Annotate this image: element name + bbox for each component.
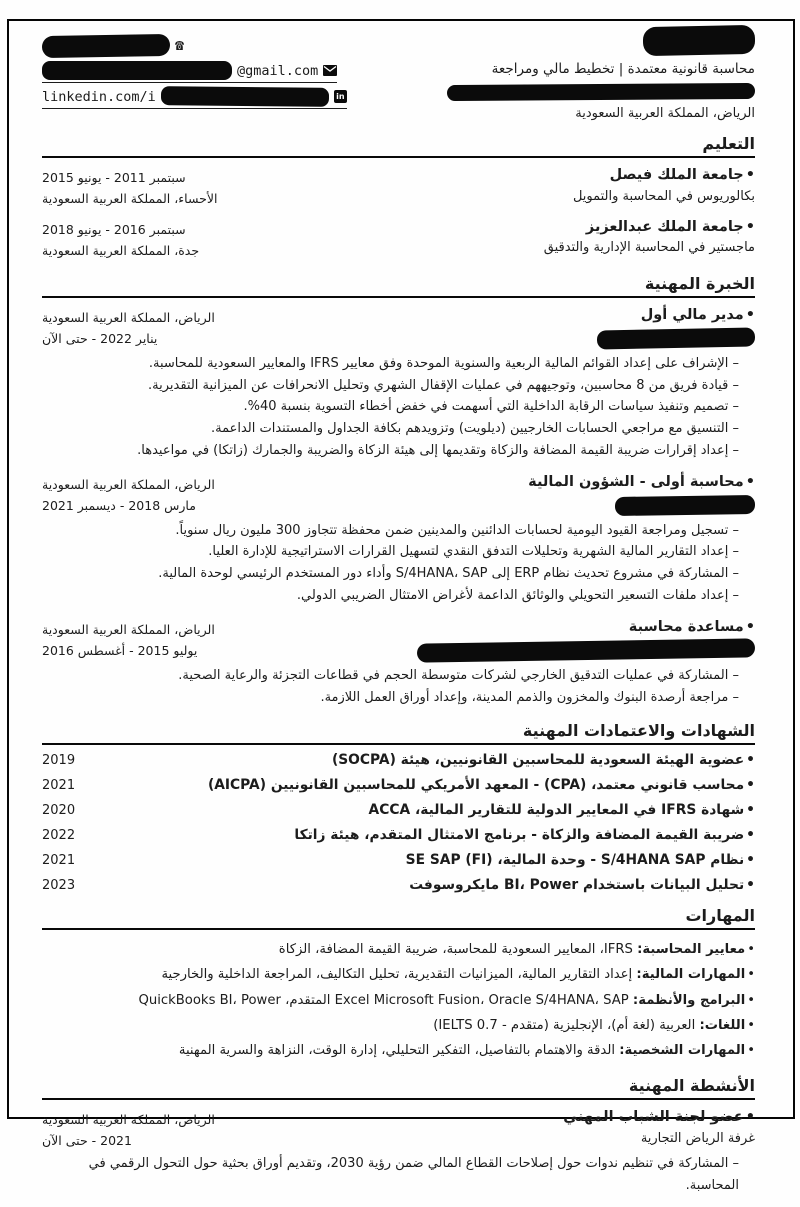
certification-text: • عضوية الهيئة السعودية للمحاسبين القانونيين، هيئة (SOCPA) xyxy=(332,752,755,768)
activity-dates: 2021 - حتى الآن xyxy=(42,1133,132,1148)
linkedin-link[interactable] xyxy=(42,86,347,109)
skill-label: معايير المحاسبة: xyxy=(637,942,746,958)
job-bullet: – الإشراف على إعداد القوائم المالية الربعية والسنوية الموحدة وفق معايير IFRS والمعايير السعودية للمحاسبة. xyxy=(42,353,739,375)
certification-item xyxy=(42,852,755,868)
section-skills xyxy=(42,906,755,1062)
job-bullet: – تصميم وتنفيذ سياسات الرقابة الداخلية التي أسهمت في خفض أخطاء التسوية بنسبة 40%. xyxy=(42,396,739,418)
location-line: الرياض، المملكة العربية السعودية xyxy=(575,106,755,121)
certification-text: • نظام S/4HANA SAP - وحدة المالية، SE SAP (FI) xyxy=(406,852,755,868)
degree: بكالوريوس في المحاسبة والتمويل xyxy=(572,188,755,204)
skill-item xyxy=(42,1038,755,1063)
certification-year: 2019 xyxy=(42,753,76,769)
activity-org: غرفة الرياض التجارية xyxy=(640,1130,755,1146)
job-title: • مدير مالي أول xyxy=(247,305,755,327)
email-link[interactable] xyxy=(42,60,337,83)
job-entry xyxy=(42,472,755,607)
certification-item xyxy=(42,752,755,768)
redacted-company xyxy=(597,327,755,349)
section-education xyxy=(42,134,755,261)
job-bullet: – قيادة فريق من 8 محاسبين، وتوجيههم في عمليات الإقفال الشهري وتحليل الانحرافات عن الميزانية التقديرية. xyxy=(42,375,739,397)
header xyxy=(42,26,755,121)
skill-label: المهارات الشخصية: xyxy=(619,1042,746,1058)
certification-year: 2021 xyxy=(42,853,76,869)
section-title-certifications: الشهادات والاعتمادات المهنية xyxy=(42,721,755,745)
certification-item xyxy=(42,802,755,818)
skill-item xyxy=(42,962,755,987)
certification-year: 2020 xyxy=(42,803,76,819)
education-item xyxy=(42,165,755,210)
email-domain: @gmail.com xyxy=(237,62,319,79)
job-entry xyxy=(42,617,755,708)
job-bullet: – إعداد إقرارات ضريبة القيمة المضافة والزكاة وتقديمها إلى هيئة الزكاة والضريبة والجمارك (زاتكا) في مواعيدها. xyxy=(42,440,739,462)
skill-text: Excel Microsoft Fusion، Oracle S/4HANA، SAP المتقدم، QuickBooks BI، Power xyxy=(138,992,629,1008)
section-experience xyxy=(42,274,755,708)
school-name: • جامعة الملك عبدالعزيز xyxy=(247,217,755,239)
certification-text: • شهادة IFRS في المعايير الدولية للتقارير المالية، ACCA xyxy=(369,802,755,818)
activity-role: • عضو لجنة الشباب المهني xyxy=(247,1107,755,1129)
job-bullet: – التنسيق مع مراجعي الحسابات الخارجيين (ديلويت) وتزويدهم بكافة الجداول والمستندات الداعمة. xyxy=(42,418,739,440)
skill-item xyxy=(42,1013,755,1038)
certification-year: 2021 xyxy=(42,778,76,794)
education-location: الأحساء، المملكة العربية السعودية xyxy=(42,191,218,207)
redacted-name xyxy=(643,25,756,56)
redacted-company xyxy=(615,495,755,516)
education-dates: سبتمبر 2016 - يونيو 2018 xyxy=(42,221,186,237)
activity-entry xyxy=(42,1107,755,1197)
job-location: الرياض، المملكة العربية السعودية xyxy=(42,621,215,637)
section-title-education: التعليم xyxy=(42,134,755,158)
job-title: • مساعدة محاسبة xyxy=(247,617,755,639)
contact-block xyxy=(42,34,347,112)
skills-list xyxy=(42,937,755,1062)
section-title-skills: المهارات xyxy=(42,906,755,930)
job-bullet: – مراجعة أرصدة البنوك والمخزون والذمم المدينة، وإعداد أوراق العمل اللازمة. xyxy=(42,687,739,709)
certification-year: 2023 xyxy=(42,878,76,894)
phone-line xyxy=(42,34,347,57)
identity-block xyxy=(447,26,755,121)
skill-label: المهارات المالية: xyxy=(636,967,746,983)
section-activities xyxy=(42,1076,755,1197)
job-location: الرياض، المملكة العربية السعودية xyxy=(42,310,215,325)
headline: محاسبة قانونية معتمدة | تخطيط مالي ومراجعة xyxy=(491,61,755,77)
certification-text: • محاسب قانوني معتمد، (CPA) - المعهد الأمريكي للمحاسبين القانونيين (AICPA) xyxy=(208,777,755,793)
section-title-activities: الأنشطة المهنية xyxy=(42,1076,755,1100)
section-title-experience: الخبرة المهنية xyxy=(42,274,755,298)
education-dates: سبتمبر 2011 - يونيو 2015 xyxy=(42,170,186,185)
redacted-email-user xyxy=(42,61,232,80)
education-location: جدة، المملكة العربية السعودية xyxy=(42,242,200,258)
job-dates: يوليو 2015 - أغسطس 2016 xyxy=(42,643,198,659)
redacted-linkedin-handle xyxy=(161,86,329,107)
envelope-icon xyxy=(323,65,337,76)
resume-content xyxy=(42,26,755,1207)
redacted-company xyxy=(417,638,755,662)
job-bullets xyxy=(42,353,755,462)
job-bullet: – إعداد التقارير المالية الشهرية وتحليلات التدفق النقدي لتسهيل القرارات الاستراتيجية للإدارة العليا. xyxy=(42,541,739,563)
certification-item xyxy=(42,877,755,893)
skill-text: الدقة والاهتمام بالتفاصيل، التفكير التحليلي، إدارة الوقت، النزاهة والسرية المهنية xyxy=(178,1042,616,1058)
phone-icon: ☎ xyxy=(175,36,185,54)
certification-item xyxy=(42,777,755,793)
section-certifications xyxy=(42,721,755,893)
activity-bullet: – المشاركة في تنظيم ندوات حول إصلاحات القطاع المالي ضمن رؤية 2030، وتقديم أوراق بحثية حول التحول الرقمي في المحاسبة. xyxy=(42,1153,739,1197)
certification-text: • تحليل البيانات باستخدام BI، Power مايكروسوفت xyxy=(409,877,755,893)
job-dates: يناير 2022 - حتى الآن xyxy=(42,331,158,347)
job-dates: مارس 2018 - ديسمبر 2021 xyxy=(42,498,196,514)
certification-text: • ضريبة القيمة المضافة والزكاة - برنامج الامتثال المتقدم، هيئة زاتكا xyxy=(294,827,755,843)
job-location: الرياض، المملكة العربية السعودية xyxy=(42,476,215,492)
redacted-phone xyxy=(42,33,170,57)
school-name: • جامعة الملك فيصل xyxy=(247,165,755,187)
activity-bullets xyxy=(42,1153,755,1197)
degree: ماجستير في المحاسبة الإدارية والتدقيق xyxy=(543,240,755,256)
job-bullets xyxy=(42,520,755,607)
job-bullet: – المشاركة في عمليات التدقيق الخارجي لشركات متوسطة الحجم في قطاعات التجزئة والرعاية الصحية. xyxy=(42,665,739,687)
skill-text: العربية (لغة أم)، الإنجليزية (متقدم - 0.7 IELTS) xyxy=(433,1017,696,1033)
activity-location: الرياض، المملكة العربية السعودية xyxy=(42,1111,215,1127)
job-bullets xyxy=(42,665,755,709)
linkedin-url-prefix: linkedin.com/i xyxy=(42,88,156,105)
job-title: • محاسبة أولى - الشؤون المالية xyxy=(247,472,755,494)
skill-text: إعداد التقارير المالية، الميزانيات التقديرية، تحليل التكاليف، المراجعة الداخلية والخارجية xyxy=(161,967,633,983)
skill-label: البرامج والأنظمة: xyxy=(632,992,746,1008)
job-entry xyxy=(42,305,755,462)
job-bullet: – إعداد ملفات التسعير التحويلي والوثائق الداعمة لأغراض الامتثال الضريبي الدولي. xyxy=(42,585,739,607)
certification-item xyxy=(42,827,755,843)
redacted-address xyxy=(447,83,755,101)
linkedin-icon[interactable]: in xyxy=(334,90,347,103)
job-bullet: – المشاركة في مشروع تحديث نظام ERP إلى S/4HANA، SAP وأداء دور المستخدم الرئيسي لوحدة المالية. xyxy=(42,563,739,585)
skill-item xyxy=(42,937,755,962)
skill-text: IFRS، المعايير السعودية للمحاسبة، ضريبة القيمة المضافة، الزكاة xyxy=(278,942,633,958)
skill-item xyxy=(42,988,755,1013)
education-item xyxy=(42,217,755,262)
certification-year: 2022 xyxy=(42,828,76,844)
skill-label: اللغات: xyxy=(699,1017,746,1033)
job-bullet: – تسجيل ومراجعة القيود اليومية لحسابات الدائنين والمدينين ضمن محفظة تتجاوز 300 مليون ريال سنوياً. xyxy=(42,520,739,542)
